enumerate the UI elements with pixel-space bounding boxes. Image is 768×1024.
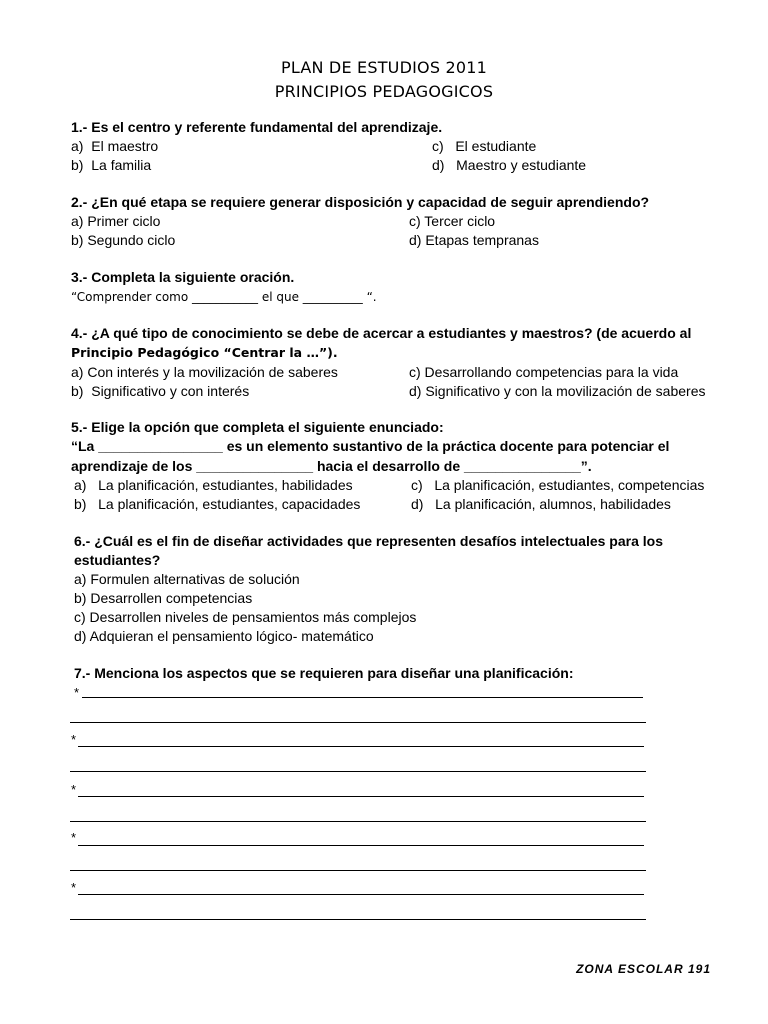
question-6-option-d: d) Adquieran el pensamiento lógico- matemático xyxy=(74,628,374,644)
answer-line-2a[interactable] xyxy=(78,746,644,747)
answer-line-3a[interactable] xyxy=(78,796,644,797)
answer-bullet-1: * xyxy=(74,685,80,700)
answer-line-5a[interactable] xyxy=(78,894,644,895)
question-6-prompt-line1: 6.- ¿Cuál es el fin de diseñar actividades que representen desafíos intelectuales para los xyxy=(74,533,663,549)
answer-line-4a[interactable] xyxy=(78,845,644,846)
question-1-prompt: 1.- Es el centro y referente fundamental del aprendizaje. xyxy=(71,119,443,135)
question-1-option-d: d) Maestro y estudiante xyxy=(432,157,587,173)
answer-line-4b[interactable] xyxy=(70,870,646,871)
question-2-option-a: a) Primer ciclo xyxy=(71,213,161,229)
question-2-prompt: 2.- ¿En qué etapa se requiere generar disposición y capacidad de seguir aprendiendo? xyxy=(71,194,650,210)
question-1-option-a: a) El maestro xyxy=(71,138,159,154)
question-2-option-d: d) Etapas tempranas xyxy=(409,232,539,248)
answer-bullet-3: * xyxy=(71,782,77,797)
question-5-option-a: a) La planificación, estudiantes, habilidades xyxy=(74,477,353,493)
question-4-option-d: d) Significativo y con la movilización de saberes xyxy=(409,383,706,399)
question-5-option-b: b) La planificación, estudiantes, capacidades xyxy=(74,496,361,512)
answer-line-2b[interactable] xyxy=(70,771,646,772)
question-4-option-b: b) Significativo y con interés xyxy=(71,383,250,399)
question-4-option-a: a) Con interés y la movilización de saberes xyxy=(71,364,338,380)
answer-line-5b[interactable] xyxy=(70,919,646,920)
question-2-option-c: c) Tercer ciclo xyxy=(409,213,496,229)
page-title: PLAN DE ESTUDIOS 2011 xyxy=(281,58,487,77)
question-6-option-a: a) Formulen alternativas de solución xyxy=(74,571,300,587)
answer-bullet-2: * xyxy=(71,732,77,747)
question-3-sentence: “Comprender como ___________ el que __________ “. xyxy=(71,290,377,304)
answer-bullet-4: * xyxy=(71,830,77,845)
question-6-option-c: c) Desarrollen niveles de pensamientos más complejos xyxy=(74,609,417,625)
question-4-prompt-line1: 4.- ¿A qué tipo de conocimiento se debe de acercar a estudiantes y maestros? (de acuerdo al xyxy=(71,325,692,341)
zone-footer: ZONA ESCOLAR 191 xyxy=(576,962,711,976)
question-5-option-d: d) La planificación, alumnos, habilidades xyxy=(411,496,671,512)
question-1-option-b: b) La familia xyxy=(71,157,152,173)
question-2-option-b: b) Segundo ciclo xyxy=(71,232,176,248)
question-5-statement-line1: “La ________________ es un elemento sustantivo de la práctica docente para potenciar el xyxy=(71,438,670,454)
question-6-prompt-line2: estudiantes? xyxy=(74,552,161,568)
answer-line-1b[interactable] xyxy=(70,722,646,723)
question-4-prompt-line2: Principio Pedagógico “Centrar la …”). xyxy=(71,345,338,360)
question-6-option-b: b) Desarrollen competencias xyxy=(74,590,253,606)
question-5-prompt: 5.- Elige la opción que completa el siguiente enunciado: xyxy=(71,419,444,435)
answer-line-3b[interactable] xyxy=(70,821,646,822)
answer-line-1a[interactable] xyxy=(82,697,643,698)
question-3-prompt: 3.- Completa la siguiente oración. xyxy=(71,269,295,285)
answer-bullet-5: * xyxy=(71,880,77,895)
question-5-statement-line2: aprendizaje de los _______________ hacia el desarrollo de _______________”. xyxy=(71,458,592,474)
question-4-option-c: c) Desarrollando competencias para la vida xyxy=(409,364,679,380)
question-1-option-c: c) El estudiante xyxy=(432,138,537,154)
question-5-option-c: c) La planificación, estudiantes, competencias xyxy=(411,477,705,493)
page-subtitle: PRINCIPIOS PEDAGOGICOS xyxy=(274,82,494,101)
question-7-prompt: 7.- Menciona los aspectos que se requieren para diseñar una planificación: xyxy=(74,665,574,681)
